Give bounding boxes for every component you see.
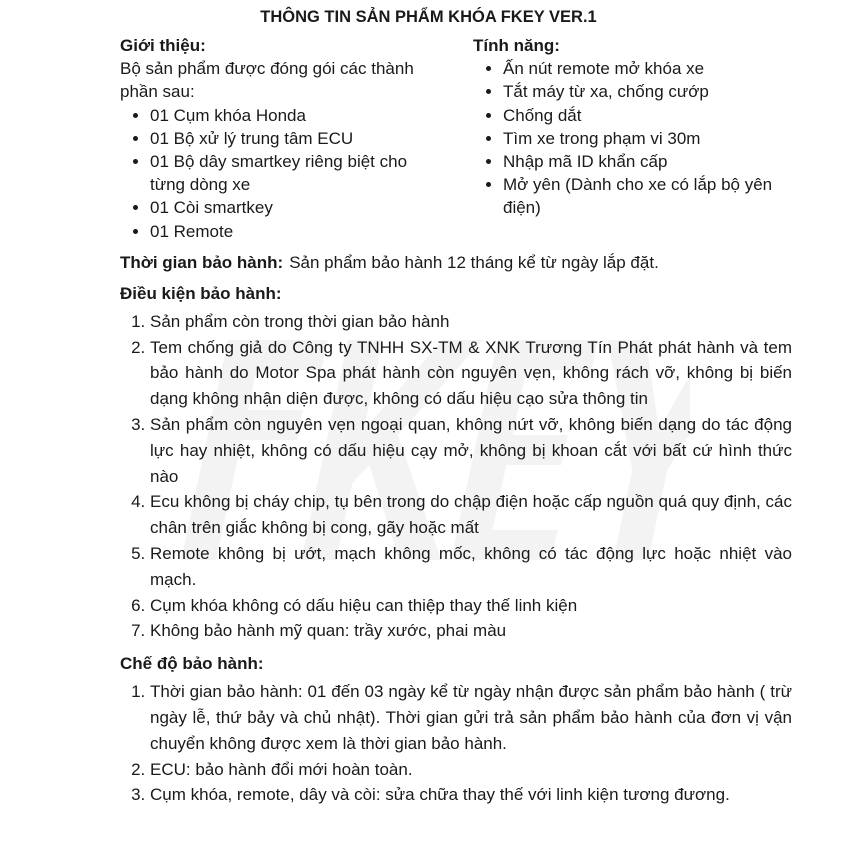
intro-text: Bộ sản phẩm được đóng gói các thành phần sau: <box>120 59 414 102</box>
policy-list <box>120 679 792 808</box>
list-item: • 01 Cụm khóa Honda <box>150 104 443 127</box>
warranty-period-text: Sản phẩm bảo hành 12 tháng kể từ ngày lắp đặt. <box>289 252 659 272</box>
list-item: • 01 Bộ xử lý trung tâm ECU <box>150 127 443 150</box>
list-item: • Ấn nút remote mở khóa xe <box>503 57 783 80</box>
page-title: THÔNG TIN SẢN PHẨM KHÓA FKEY VER.1 <box>260 8 597 26</box>
list-item: 2. ECU: bảo hành đổi mới hoàn toàn. <box>150 757 792 783</box>
list-item: 1. Sản phẩm còn trong thời gian bảo hành <box>150 309 792 335</box>
list-item: • 01 Còi smartkey <box>150 196 443 219</box>
list-item: 3. Cụm khóa, remote, dây và còi: sửa chữa thay thế với linh kiện tương đương. <box>150 782 792 808</box>
intro-section <box>120 34 443 243</box>
list-item: • Nhập mã ID khẩn cấp <box>503 150 783 173</box>
list-item: 2. Tem chống giả do Công ty TNHH SX-TM & XNK Trương Tín Phát phát hành và tem bảo hành do Motor Spa phát hành còn nguyên vẹn, không rách vỡ, không bị biến dạng không nhận diện được, không có dấu hiệu cạo sửa thông tin <box>150 335 792 412</box>
list-item: 7. Không bảo hành mỹ quan: trầy xước, phai màu <box>150 618 792 644</box>
intro-heading: Giới thiệu: <box>120 36 206 55</box>
policy-heading: Chế độ bảo hành: <box>120 654 264 674</box>
list-item: • Tắt máy từ xa, chống cướp <box>503 80 783 103</box>
conditions-heading: Điều kiện bảo hành: <box>120 283 282 303</box>
conditions-list <box>120 309 792 644</box>
list-item: 3. Sản phẩm còn nguyên vẹn ngoại quan, không nứt vỡ, không biến dạng do tác động lực hay nhiệt, không có dấu hiệu cạy mở, không bị khoan cắt với bất cứ hình thức nào <box>150 412 792 489</box>
warranty-period-label: Thời gian bảo hành: <box>120 252 284 272</box>
list-item: 4. Ecu không bị cháy chip, tụ bên trong do chập điện hoặc cấp nguồn quá quy định, các chân trên giắc không bị cong, gãy hoặc mất <box>150 489 792 541</box>
features-heading: Tính năng: <box>473 36 560 55</box>
list-item: • 01 Remote <box>150 220 443 243</box>
list-item: 5. Remote không bị ướt, mạch không mốc, không có tác động lực hoặc nhiệt vào mạch. <box>150 541 792 593</box>
list-item: • 01 Bộ dây smartkey riêng biệt cho từng dòng xe <box>150 150 443 196</box>
list-item: • Tìm xe trong phạm vi 30m <box>503 127 783 150</box>
list-item: 6. Cụm khóa không có dấu hiệu can thiệp thay thế linh kiện <box>150 593 792 619</box>
features-section <box>473 34 783 243</box>
warranty-period <box>120 251 792 274</box>
list-item: 1. Thời gian bảo hành: 01 đến 03 ngày kể từ ngày nhận được sản phẩm bảo hành ( trừ ngày lễ, thứ bảy và chủ nhật). Thời gian gửi trả sản phẩm bảo hành của đơn vị vận chuyển không được xem là thời gian bảo hành. <box>150 679 792 756</box>
list-item: • Chống dắt <box>503 104 783 127</box>
list-item: • Mở yên (Dành cho xe có lắp bộ yên điện) <box>503 173 783 219</box>
